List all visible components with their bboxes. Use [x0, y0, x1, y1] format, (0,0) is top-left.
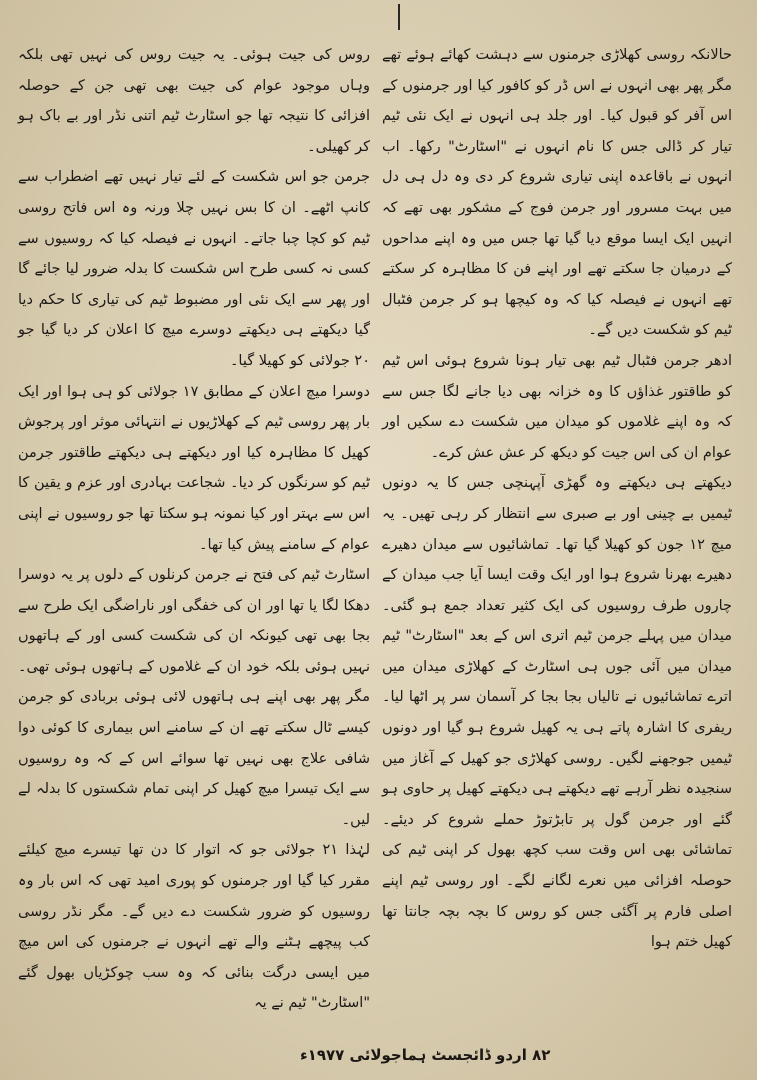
left-paragraph-5: لہٰذا ۲۱ جولائی جو کہ اتوار کا دن تھا تیسرے میچ کیلئے مقرر کیا گیا اور جرمنوں کو پوری امید تھی کہ اس بار وہ روسیوں کو ضرور شکست دے دیں گے۔ مگر نڈر روسی کب پیچھے ہٹنے والے تھے انہوں نے جرمنوں کی اس میچ میں ایسی درگت بنائی کہ وہ سب چوکڑیاں بھول گئے "اسٹارٹ" ٹیم نے یہ — [18, 842, 370, 1012]
left-paragraph-2: جرمن جو اس شکست کے لئے تیار نہیں تھے اضطراب سے کانپ اٹھے۔ ان کا بس نہیں چلا ورنہ وہ اس فاتح روسی ٹیم کو کچا چبا جاتے۔ انہوں نے فیصلہ کیا کہ روسیوں سے کسی نہ کسی طرح اس شکست کا بدلہ ضرور لیا جائے گا اور پھر سے ایک نئی اور مضبوط ٹیم کی تیاری کا حکم دیا گیا دیکھتے ہی دیکھتے دوسرے میچ کا اعلان کر دیا گیا جو ۲۰ جولائی کو کھیلا گیا۔ — [18, 169, 370, 369]
right-column — [382, 40, 732, 958]
page-footer: ۸۲ اردو ڈائجسٹ ہماجولائی ۱۹۷۷ء — [300, 1046, 551, 1064]
column-divider-mark — [398, 4, 400, 30]
left-paragraph-4: اسٹارٹ ٹیم کی فتح نے جرمن کرنلوں کے دلوں پر یہ دوسرا دھکا لگا یا تھا اور ان کی خفگی اور ناراضگی ایک طرح سے بجا بھی تھی کیونکہ ان کی شکست کسی اور کے ہاتھوں نہیں ہوئی بلکہ خود ان کے غلاموں کے ہاتھوں ہوئی تھی۔ مگر پھر بھی اپنے ہی ہاتھوں لائی ہوئی بربادی کو جرمن کیسے ٹال سکتے تھے ان کے سامنے اس بیماری کا کوئی دوا شافی علاج بھی نہیں تھا سوائے اس کے کہ وہ روسیوں سے ایک تیسرا میچ کھیل کر اپنی تمام شکستوں کا بدلہ لے لیں۔ — [18, 567, 370, 828]
right-paragraph-3: دیکھتے ہی دیکھتے وہ گھڑی آپہنچی جس کا یہ دونوں ٹیمیں بے چینی اور بے صبری سے انتظار کر رہی تھیں۔ یہ میچ ۱۲ جون کو کھیلا گیا تھا۔ تماشائیوں سے میدان دھیرے دھیرے بھرنا شروع ہوا اور ایک وقت ایسا آیا جب میدان کے چاروں طرف روسیوں کی ایک کثیر تعداد جمع ہو گئی۔ میدان میں پہلے جرمن ٹیم اتری اس کے بعد "اسٹارٹ" ٹیم میدان میں آئی جوں ہی اسٹارٹ کے کھلاڑی میدان میں اترے تماشائیوں نے تالیاں بجا بجا کر آسمان سر پر اٹھا لیا۔ ریفری کا اشارہ پاتے ہی یہ کھیل شروع ہو گیا اور دونوں ٹیمیں جوجھنے لگیں۔ روسی کھلاڑی جو کھیل کے آغاز میں سنجیدہ نظر آرہے تھے دیکھتے ہی دیکھتے کھیل پر حاوی ہو گئے اور جرمن گول پر تابڑتوڑ حملے شروع کر دیئے۔ تماشائی بھی اس وقت سب کچھ بھول کر اپنی ٹیم کی حوصلہ افزائی میں نعرے لگانے لگے۔ اور روسی ٹیم اپنے اصلی فارم پر آگئی جس کو روس کا بچہ بچہ جانتا تھا کھیل ختم ہوا — [382, 475, 732, 951]
left-paragraph-1: روس کی جیت ہوئی۔ یہ جیت روس کی نہیں تھی بلکہ وہاں موجود عوام کی جیت بھی تھی جن کے حوصلہ افزائی کا نتیجہ تھا جو اسٹارٹ ٹیم اتنی نڈر اور بے باک ہو کر کھیلی۔ — [18, 47, 370, 155]
left-column — [18, 40, 370, 1019]
left-paragraph-3: دوسرا میچ اعلان کے مطابق ۱۷ جولائی کو ہی ہوا اور ایک بار پھر روسی ٹیم کے کھلاڑیوں نے انتہائی موثر اور پرجوش کھیل کا مظاہرہ کیا اور دیکھتے ہی دیکھتے طاقتور جرمن ٹیم کو سرنگوں کر دیا۔ شجاعت بہادری اور عزم و یقین کا اس سے بہتر اور کیا نمونہ ہو سکتا تھا جو روسیوں نے اپنی عوام کے سامنے پیش کیا تھا۔ — [18, 383, 370, 553]
right-paragraph-1: حالانکہ روسی کھلاڑی جرمنوں سے دہشت کھائے ہوئے تھے مگر پھر بھی انہوں نے اس ڈر کو کافور کیا اور جرمنوں کے اس آفر کو قبول کیا۔ اور جلد ہی انہوں نے ایک نئی ٹیم تیار کر ڈالی جس کا نام انہوں نے "اسٹارٹ" رکھا۔ اب انہوں نے باقاعدہ اپنی تیاری شروع کر دی وہ دل ہی دل میں بہت مسرور اور جرمن فوج کے مشکور بھی تھے کہ انہیں ایک ایسا موقع دیا گیا تھا جس میں وہ اپنے مداحوں کے درمیان جا سکتے تھے اور اپنے فن کا مظاہرہ کر سکتے تھے انہوں نے فیصلہ کیا کہ وہ کیچھا ہو کر جرمن فٹبال ٹیم کو شکست دیں گے۔ — [382, 47, 732, 339]
right-paragraph-2: ادھر جرمن فٹبال ٹیم بھی تیار ہونا شروع ہوئی اس ٹیم کو طاقتور غذاؤں کا وہ خزانہ بھی دیا جانے لگا جس سے کہ وہ اپنے غلاموں کو میدان میں شکست دے سکیں اور عوام ان کی اس جیت کو دیکھ کر عش عش کرے۔ — [382, 352, 732, 461]
